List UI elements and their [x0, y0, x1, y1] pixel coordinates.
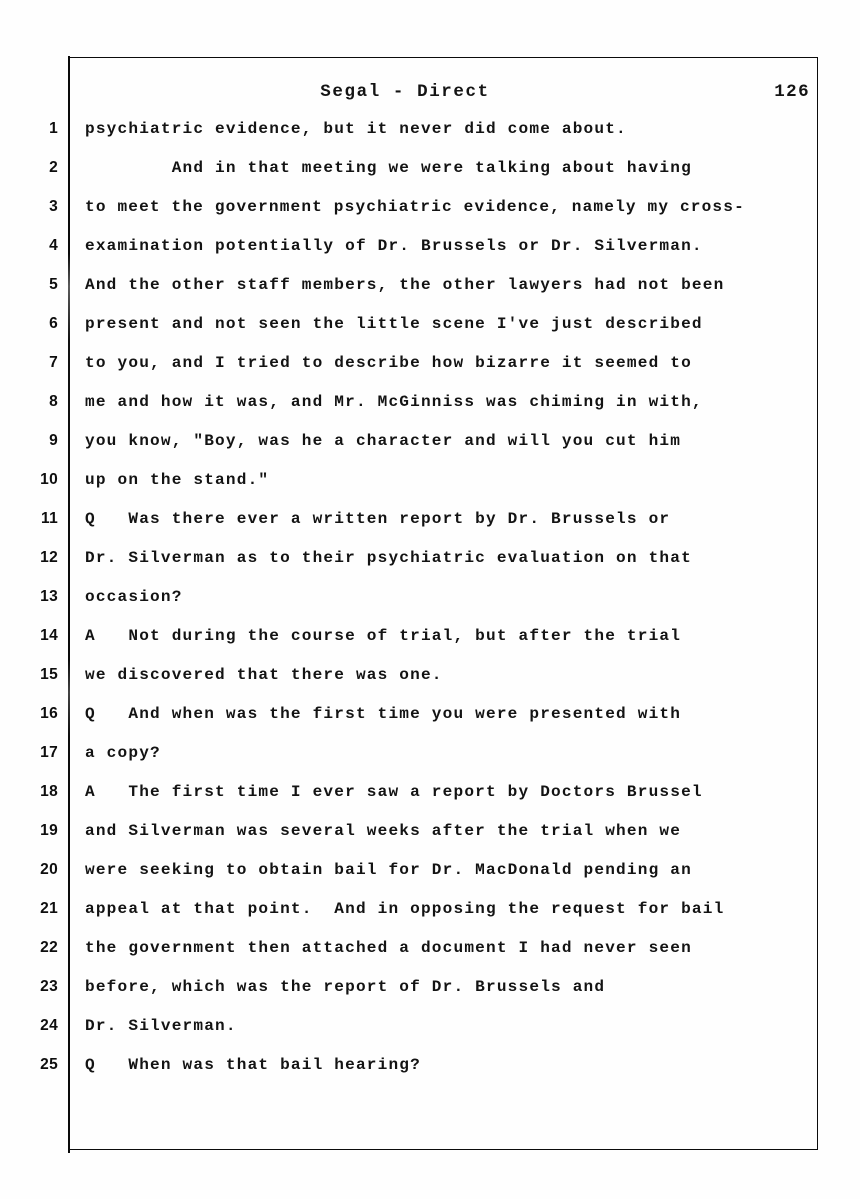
transcript-line — [0, 235, 860, 274]
transcript-line — [0, 898, 860, 937]
line-text: Q Was there ever a written report by Dr. Brussels or — [85, 510, 671, 528]
transcript-line — [0, 781, 860, 820]
line-text: we discovered that there was one. — [85, 666, 443, 684]
transcript-line — [0, 274, 860, 313]
line-text: to you, and I tried to describe how bizarre it seemed to — [85, 354, 692, 372]
transcript-line — [0, 547, 860, 586]
line-text: examination potentially of Dr. Brussels or Dr. Silverman. — [85, 237, 703, 255]
line-number: 22 — [40, 939, 58, 956]
line-text: And in that meeting we were talking about having — [85, 159, 692, 177]
transcript-body — [0, 118, 860, 1093]
line-number: 21 — [40, 900, 58, 917]
line-text: psychiatric evidence, but it never did come about. — [85, 120, 627, 138]
page-number: 126 — [774, 82, 810, 102]
line-text: present and not seen the little scene I've just described — [85, 315, 703, 333]
line-text: before, which was the report of Dr. Brussels and — [85, 978, 606, 996]
transcript-line — [0, 352, 860, 391]
line-number: 2 — [49, 159, 58, 176]
line-text: Dr. Silverman as to their psychiatric evaluation on that — [85, 549, 692, 567]
transcript-line — [0, 742, 860, 781]
line-number: 24 — [40, 1017, 58, 1034]
line-number: 5 — [49, 276, 58, 293]
line-number: 11 — [41, 510, 58, 527]
line-number: 13 — [40, 588, 58, 605]
transcript-line — [0, 508, 860, 547]
line-number: 3 — [49, 198, 58, 215]
transcript-line — [0, 469, 860, 508]
line-number: 4 — [49, 237, 58, 254]
transcript-line — [0, 430, 860, 469]
line-number: 25 — [40, 1056, 58, 1073]
line-number: 6 — [49, 315, 58, 332]
transcript-line — [0, 391, 860, 430]
line-text: up on the stand." — [85, 471, 270, 489]
line-number: 7 — [49, 354, 58, 371]
transcript-line — [0, 157, 860, 196]
transcript-line — [0, 313, 860, 352]
line-text: and Silverman was several weeks after the trial when we — [85, 822, 682, 840]
line-number: 10 — [40, 471, 58, 488]
line-text: occasion? — [85, 588, 183, 606]
transcript-line — [0, 859, 860, 898]
line-number: 9 — [49, 432, 58, 449]
line-text: the government then attached a document I had never seen — [85, 939, 692, 957]
line-text: And the other staff members, the other lawyers had not been — [85, 276, 725, 294]
transcript-line — [0, 1015, 860, 1054]
line-text: were seeking to obtain bail for Dr. MacDonald pending an — [85, 861, 692, 879]
line-text: you know, "Boy, was he a character and will you cut him — [85, 432, 682, 450]
transcript-line — [0, 976, 860, 1015]
line-number: 17 — [40, 744, 58, 761]
line-text: A The first time I ever saw a report by Doctors Brussel — [85, 783, 703, 801]
line-text: a copy? — [85, 744, 161, 762]
line-number: 14 — [40, 627, 58, 644]
line-number: 19 — [40, 822, 58, 839]
transcript-line — [0, 1054, 860, 1093]
line-number: 15 — [40, 666, 58, 683]
line-text: me and how it was, and Mr. McGinniss was chiming in with, — [85, 393, 703, 411]
line-number: 20 — [40, 861, 58, 878]
line-text: to meet the government psychiatric evidence, namely my cross- — [85, 198, 745, 216]
line-text: Q And when was the first time you were presented with — [85, 705, 682, 723]
line-number: 12 — [40, 549, 58, 566]
line-text: Q When was that bail hearing? — [85, 1056, 421, 1074]
transcript-line — [0, 703, 860, 742]
line-number: 8 — [49, 393, 58, 410]
page-title: Segal - Direct — [320, 82, 490, 102]
line-text: appeal at that point. And in opposing the request for bail — [85, 900, 725, 918]
transcript-line — [0, 937, 860, 976]
transcript-line — [0, 118, 860, 157]
transcript-line — [0, 586, 860, 625]
line-text: Dr. Silverman. — [85, 1017, 237, 1035]
line-number: 16 — [40, 705, 58, 722]
transcript-line — [0, 625, 860, 664]
line-text: A Not during the course of trial, but after the trial — [85, 627, 682, 645]
line-number: 23 — [40, 978, 58, 995]
page-header — [85, 82, 818, 108]
line-number: 18 — [40, 783, 58, 800]
transcript-line — [0, 820, 860, 859]
line-number: 1 — [49, 120, 58, 137]
transcript-line — [0, 664, 860, 703]
transcript-line — [0, 196, 860, 235]
